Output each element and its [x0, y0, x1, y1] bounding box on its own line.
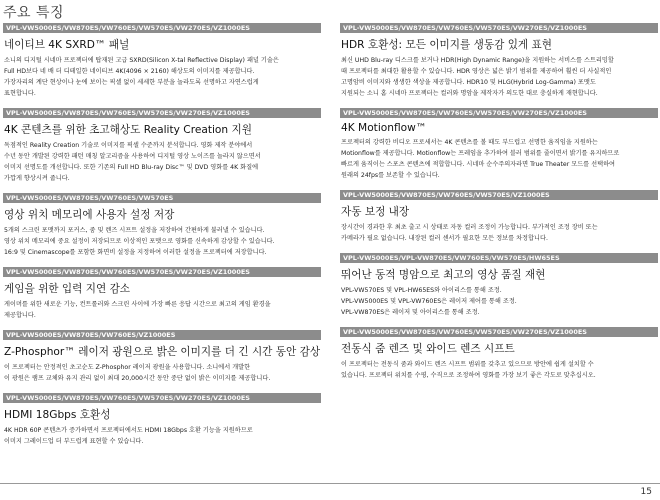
- body-text-line: 이 광원은 램프 교체와 유지 관리 없이 최대 20,000시간 동안 중단 없이 밝은 이미지를 제공합니다.: [4, 375, 271, 382]
- body-text-line: 가깝게 향상시켜 줍니다.: [4, 175, 70, 182]
- body-text-line: 게이머를 위한 새로운 기능, 컨트롤러와 스크린 사이에 가장 빠른 응답 시간으로 최고의 게임 환경을: [4, 301, 271, 308]
- section-body: [4, 55, 321, 99]
- model-list-bar: VPL-VW5000ES/VW870ES/VW760ES/VZ1000ES: [3, 330, 321, 340]
- body-text-line: 프로젝터의 강력한 비디오 프로세서는 4K 콘텐츠를 볼 때도 부드럽고 선명한 움직임을 지원하는: [341, 139, 598, 146]
- body-text-line: 영상 위치 메모리에 중요 설정이 저장되므로 이상적인 포맷으로 영화를 신속하게 감상할 수 있습니다.: [4, 238, 275, 245]
- feature-section: [340, 253, 658, 318]
- left-column: [3, 23, 321, 456]
- model-list-bar: VPL-VW5000ES/VW870ES/VW760ES/VW570ES/VZ1000ES: [340, 190, 658, 200]
- body-text-line: 소니의 디지털 시네마 프로젝터에 탑재된 고급 SXRD(Silicon X-tal Reflective Display) 패널 기술은: [4, 57, 279, 64]
- body-text-line: 이 프로젝터는 전동식 줌과 와이드 렌즈 시프트 범위를 갖추고 있으므로 방안에 쉽게 설치할 수: [341, 361, 594, 368]
- model-list-bar: VPL-VW5000ES/VW870ES/VW760ES/VW570ES/VW270ES/VZ1000ES: [3, 108, 321, 118]
- page-number: 15: [640, 487, 652, 497]
- body-text-line: 16:9 및 Cinemascope를 포함한 화면비 설정을 지정하여 이러한 설정을 프로젝터에 저장합니다.: [4, 249, 267, 256]
- model-list-bar: VPL-VW5000ES/VPL-VW870ES/VW760ES/VW570ES/HW65ES: [340, 253, 658, 263]
- body-text-line: 때 프로젝터를 최대한 활용할 수 있습니다. HDR 영상은 넓은 밝기 범위를 제공하여 훨씬 더 사실적인: [341, 68, 612, 75]
- body-text-line: 표현합니다.: [4, 90, 36, 97]
- feature-section: [3, 267, 321, 321]
- body-text-line: 카메라가 필요 없습니다. 내장된 컬러 센서가 필요한 모든 정보를 차정합니다.: [341, 235, 548, 242]
- page-title: 주요 특징: [3, 5, 65, 21]
- section-heading: 4K Motionflow™: [341, 122, 427, 134]
- section-heading: 뛰어난 동적 명암으로 최고의 영상 품질 재현: [341, 269, 546, 281]
- body-text-line: VPL-VW570ES 및 VPL-HW65ES와 아이리스를 통해 조정.: [341, 287, 502, 294]
- feature-section: [3, 330, 321, 384]
- body-text-line: 고명암비 이미지와 생생한 색상을 제공합니다. HDR10 및 HLG(Hybrid Log-Gamma) 포맷도: [341, 79, 596, 86]
- section-heading: 영상 위치 메모리에 사용자 설정 저장: [4, 209, 175, 221]
- model-list-bar: VPL-VW5000ES/VW870ES/VW760ES/VW570ES/VW270ES/VZ1000ES: [340, 108, 658, 118]
- feature-section: [3, 108, 321, 184]
- feature-section: [340, 23, 658, 99]
- body-text-line: Motionflow를 제공합니다. Motionflow는 프레임을 추가하여 블러 범위를 줄이면서 밝기를 유지하므로: [341, 150, 620, 157]
- body-text-line: 가장자리의 계단 현상이나 눈에 보이는 픽셀 없이 세세한 부분을 놀라도록 선명하고 자연스럽게: [4, 79, 259, 86]
- body-text-line: 장시간이 경과한 후 최초 출고 시 상태로 자동 컬러 조정이 가능합니다. 부가적인 조정 장비 또는: [341, 224, 598, 231]
- feature-section: [340, 190, 658, 244]
- feature-section: [3, 23, 321, 99]
- footer-rule: [0, 483, 660, 484]
- body-text-line: 독점적인 Reality Creation 기술로 이미지를 픽셀 수준까지 분석합니다. 영화 제작 분야에서: [4, 142, 253, 149]
- section-heading: HDMI 18Gbps 호환성: [4, 409, 111, 421]
- model-list-bar: VPL-VW5000ES/VW870ES/VW760ES/VW570ES/VW270ES/VZ1000ES: [340, 23, 658, 33]
- body-text-line: 이 프로젝터는 안정적인 초고순도 Z-Phosphor 레이저 광원을 사용합니다. 소니에서 개발한: [4, 364, 251, 371]
- section-heading: 전동식 줌 렌즈 및 와이드 렌즈 시프트: [341, 343, 515, 355]
- feature-section: [340, 327, 658, 381]
- section-body: [341, 55, 658, 99]
- model-list-bar: VPL-VW5000ES/VW870ES/VW760ES/VW570ES/VW270ES/VZ1000ES: [3, 267, 321, 277]
- body-text-line: 이미지 선명도를 개선합니다. 또한 기존의 Full HD Blu-ray Disc™ 및 DVD 영화를 4K 화질에: [4, 164, 259, 171]
- right-column: [340, 23, 658, 390]
- section-heading: 자동 보정 내장: [341, 206, 410, 218]
- body-text-line: 지원되는 소니 홈 시네마 프로젝터는 컬러와 명암을 제작자가 의도한 대로 충실하게 재현합니다.: [341, 90, 598, 97]
- feature-section: [340, 108, 658, 181]
- feature-section: [3, 193, 321, 258]
- section-body: [4, 362, 321, 384]
- body-text-line: Full HD보다 네 배 더 디테일한 네이티브 4K(4096 × 2160) 해상도의 이미지를 제공합니다.: [4, 68, 255, 75]
- section-body: [4, 299, 321, 321]
- body-text-line: VPL-VW870ES은 레이저 및 아이리스를 통해 조정.: [341, 309, 480, 316]
- body-text-line: 이미지 그레이드업 더 부드럽게 표현할 수 있습니다.: [4, 438, 144, 445]
- body-text-line: 4K HDR 60P 콘텐츠가 증가하면서 프로젝터에서도 HDMI 18Gbps 호환 기능을 지원하므로: [4, 427, 253, 434]
- section-heading: 4K 콘텐츠를 위한 초고해상도 Reality Creation 지원: [4, 124, 252, 136]
- body-text-line: VPL-VW5000ES 및 VPL-VW760ES은 레이저 제어를 통해 조정.: [341, 298, 517, 305]
- model-list-bar: VPL-VW5000ES/VW870ES/VW760ES/VW570ES/VW270ES/VZ1000ES: [340, 327, 658, 337]
- model-list-bar: VPL-VW5000ES/VW870ES/VW760ES/VW570ES/VW270ES/VZ1000ES: [3, 393, 321, 403]
- section-heading: 게임을 위한 입력 지연 감소: [4, 283, 131, 295]
- body-text-line: 5개의 스크린 포맷까지 포커스, 줌 및 렌즈 시프트 설정을 저장하여 간편하게 불러낼 수 있습니다.: [4, 227, 265, 234]
- body-text-line: 있습니다. 프로젝터 위치를 수평, 수직으로 조정하여 영화를 가장 보기 좋은 각도로 맞추십시오.: [341, 372, 596, 379]
- section-body: [4, 425, 321, 447]
- model-list-bar: VPL-VW5000ES/VW870ES/VW760ES/VW570ES: [3, 193, 321, 203]
- body-text-line: 원래의 24fps를 보존할 수 있습니다.: [341, 172, 440, 179]
- body-text-line: 최신 UHD Blu-ray 디스크를 보거나 HDR(High Dynamic Range)을 지원하는 서비스를 스트리밍할: [341, 57, 614, 64]
- model-list-bar: VPL-VW5000ES/VW870ES/VW760ES/VW570ES/VW270ES/VZ1000ES: [3, 23, 321, 33]
- body-text-line: 수년 동안 개발된 강력한 패턴 매칭 알고리즘을 사용하여 디지털 영상 노이즈를 놀라지 않으면서: [4, 153, 261, 160]
- section-body: [341, 285, 658, 318]
- body-text-line: 빠르게 움직이는 스포츠 콘텐츠에 적합합니다. 시네마 순수주의자라면 True Theater 모드를 선택하여: [341, 161, 616, 168]
- section-body: [341, 222, 658, 244]
- body-text-line: 제공합니다.: [4, 312, 36, 319]
- feature-section: [3, 393, 321, 447]
- section-body: [4, 140, 321, 184]
- section-heading: Z-Phosphor™ 레이저 광원으로 밝은 이미지를 더 긴 시간 동안 감상: [4, 346, 321, 358]
- section-body: [4, 225, 321, 258]
- section-heading: 네이티브 4K SXRD™ 패널: [4, 39, 130, 51]
- section-heading: HDR 호환성: 모든 이미지를 생동감 있게 표현: [341, 39, 552, 51]
- section-body: [341, 137, 658, 181]
- section-body: [341, 359, 658, 381]
